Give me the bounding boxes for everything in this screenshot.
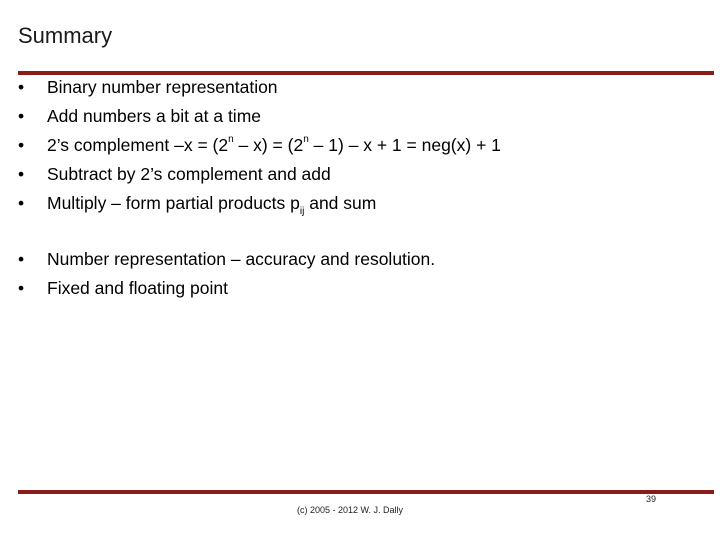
bullet-text-segment: – x) = (2 (233, 135, 304, 155)
bullet-text: Subtract by 2’s complement and add (47, 164, 331, 184)
bullet-item (18, 73, 501, 102)
copyright-footer: (c) 2005 - 2012 W. J. Dally (297, 505, 404, 515)
bullet-dot: • (18, 106, 25, 126)
bullet-list-secondary (18, 245, 435, 303)
bullet-item (18, 245, 435, 274)
bullet-item (18, 102, 501, 131)
superscript-n: n (228, 134, 234, 146)
bullet-item (18, 189, 501, 218)
subscript-ij: ij (299, 205, 305, 217)
superscript-n: n (303, 134, 309, 146)
bullet-item (18, 160, 501, 189)
bullet-text-segment: 2’s complement –x = (2 (47, 135, 229, 155)
footer-divider (18, 490, 714, 494)
page-number: 39 (646, 494, 657, 504)
bullet-item (18, 131, 501, 160)
bullet-dot: • (18, 135, 25, 155)
bullet-dot: • (18, 77, 25, 97)
slide-title: Summary (18, 23, 113, 48)
bullet-text: Binary number representation (47, 77, 278, 97)
bullet-dot: • (18, 164, 25, 184)
bullet-text: Number representation – accuracy and resolution. (47, 249, 436, 269)
bullet-text: Add numbers a bit at a time (47, 106, 261, 126)
bullet-text-segment: – 1) – x + 1 = neg(x) + 1 (308, 135, 501, 155)
bullet-list-main (18, 73, 501, 218)
bullet-dot: • (18, 193, 25, 213)
bullet-dot: • (18, 249, 25, 269)
bullet-text-segment: and sum (304, 193, 377, 213)
bullet-dot: • (18, 278, 25, 298)
bullet-item (18, 274, 435, 303)
bullet-text: Fixed and floating point (47, 278, 228, 298)
bullet-text-segment: Multiply – form partial products p (47, 193, 300, 213)
